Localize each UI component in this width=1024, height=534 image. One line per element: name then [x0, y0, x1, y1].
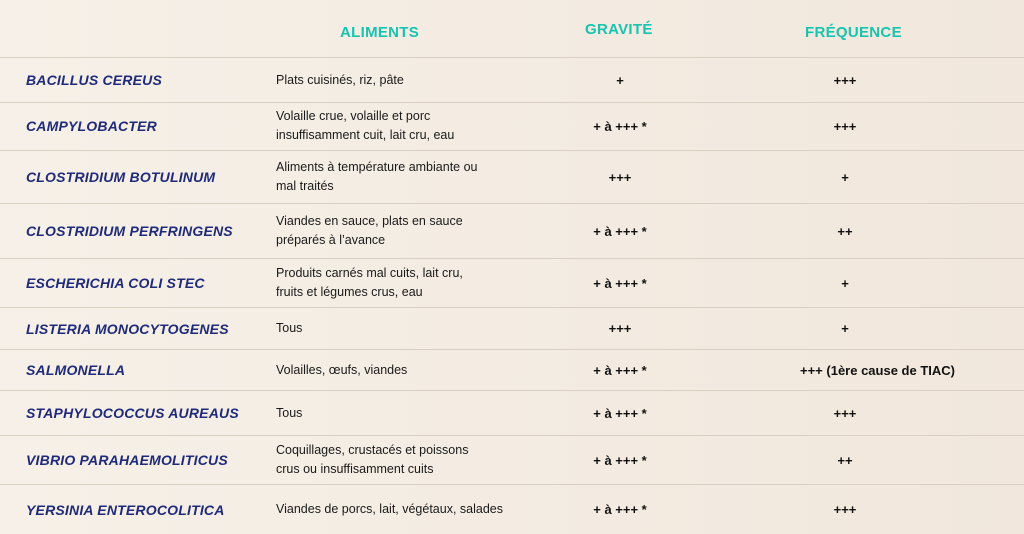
frequence-cell: +	[841, 169, 849, 185]
gravite-cell: + à +++ *	[593, 362, 647, 378]
aliments-cell: Plats cuisinés, riz, pâte	[276, 72, 404, 87]
table-row	[0, 308, 1024, 350]
gravite-cell: + à +++ *	[593, 405, 647, 421]
aliments-cell: Tous	[276, 321, 303, 335]
frequence-cell: +++	[833, 72, 857, 88]
header-frequence: FRÉQUENCE	[805, 24, 902, 41]
bacterium-name: SALMONELLA	[26, 362, 126, 378]
header-gravite: GRAVITÉ	[585, 21, 653, 38]
frequence-cell: +	[841, 275, 849, 291]
bacterium-name: STAPHYLOCOCCUS AUREAUS	[26, 405, 239, 421]
frequence-cell: +++	[833, 405, 857, 421]
bacterium-name: CLOSTRIDIUM PERFRINGENS	[26, 223, 233, 239]
frequence-cell: ++	[837, 452, 853, 468]
table-row	[0, 391, 1024, 436]
gravite-cell: +	[616, 72, 624, 88]
bacterium-name: ESCHERICHIA COLI STEC	[26, 275, 205, 291]
table-row	[0, 204, 1024, 259]
table-row	[0, 151, 1024, 204]
table-row	[0, 259, 1024, 308]
bacterium-name: BACILLUS CEREUS	[26, 72, 163, 88]
aliments-cell: Viandes en sauce, plats en sauce préparés à l’avance	[276, 214, 463, 247]
frequence-cell: +++	[833, 502, 857, 517]
gravite-cell: +++	[608, 169, 632, 185]
table-row	[0, 57, 1024, 103]
gravite-cell: + à +++ *	[593, 502, 647, 517]
header-aliments: ALIMENTS	[340, 24, 420, 41]
table-row	[0, 350, 1024, 391]
aliments-cell: Volailles, œufs, viandes	[276, 362, 408, 377]
table-header	[0, 0, 1024, 60]
frequence-cell: +	[841, 321, 849, 336]
bacterium-name: LISTERIA MONOCYTOGENES	[26, 320, 229, 337]
frequence-cell: +++ (1ère cause de TIAC)	[800, 362, 955, 378]
aliments-cell: Volaille crue, volaille et porc insuffisamment cuit, lait cru, eau	[276, 109, 455, 142]
table-row	[0, 102, 1024, 151]
aliments-cell: Aliments à température ambiante ou mal traités	[276, 160, 478, 193]
aliments-cell: Tous	[276, 405, 303, 420]
bacterium-name: CAMPYLOBACTER	[26, 118, 157, 134]
bacterium-name: VIBRIO PARAHAEMOLITICUS	[26, 452, 228, 468]
table-row	[0, 485, 1024, 534]
gravite-cell: + à +++ *	[593, 223, 647, 239]
frequence-cell: ++	[837, 223, 853, 239]
bacterium-name: CLOSTRIDIUM BOTULINUM	[26, 169, 216, 185]
aliments-cell: Coquillages, crustacés et poissons crus ou insuffisamment cuits	[276, 443, 469, 476]
gravite-cell: + à +++ *	[593, 118, 647, 134]
frequence-cell: +++	[833, 118, 857, 134]
aliments-cell: Produits carnés mal cuits, lait cru, fruits et légumes crus, eau	[276, 266, 463, 299]
gravite-cell: + à +++ *	[593, 452, 647, 468]
bacterium-name: YERSINIA ENTEROCOLITICA	[26, 501, 225, 518]
gravite-cell: + à +++ *	[593, 275, 647, 291]
table-row	[0, 436, 1024, 485]
gravite-cell: +++	[608, 321, 632, 336]
aliments-cell: Viandes de porcs, lait, végétaux, salades	[276, 502, 503, 516]
